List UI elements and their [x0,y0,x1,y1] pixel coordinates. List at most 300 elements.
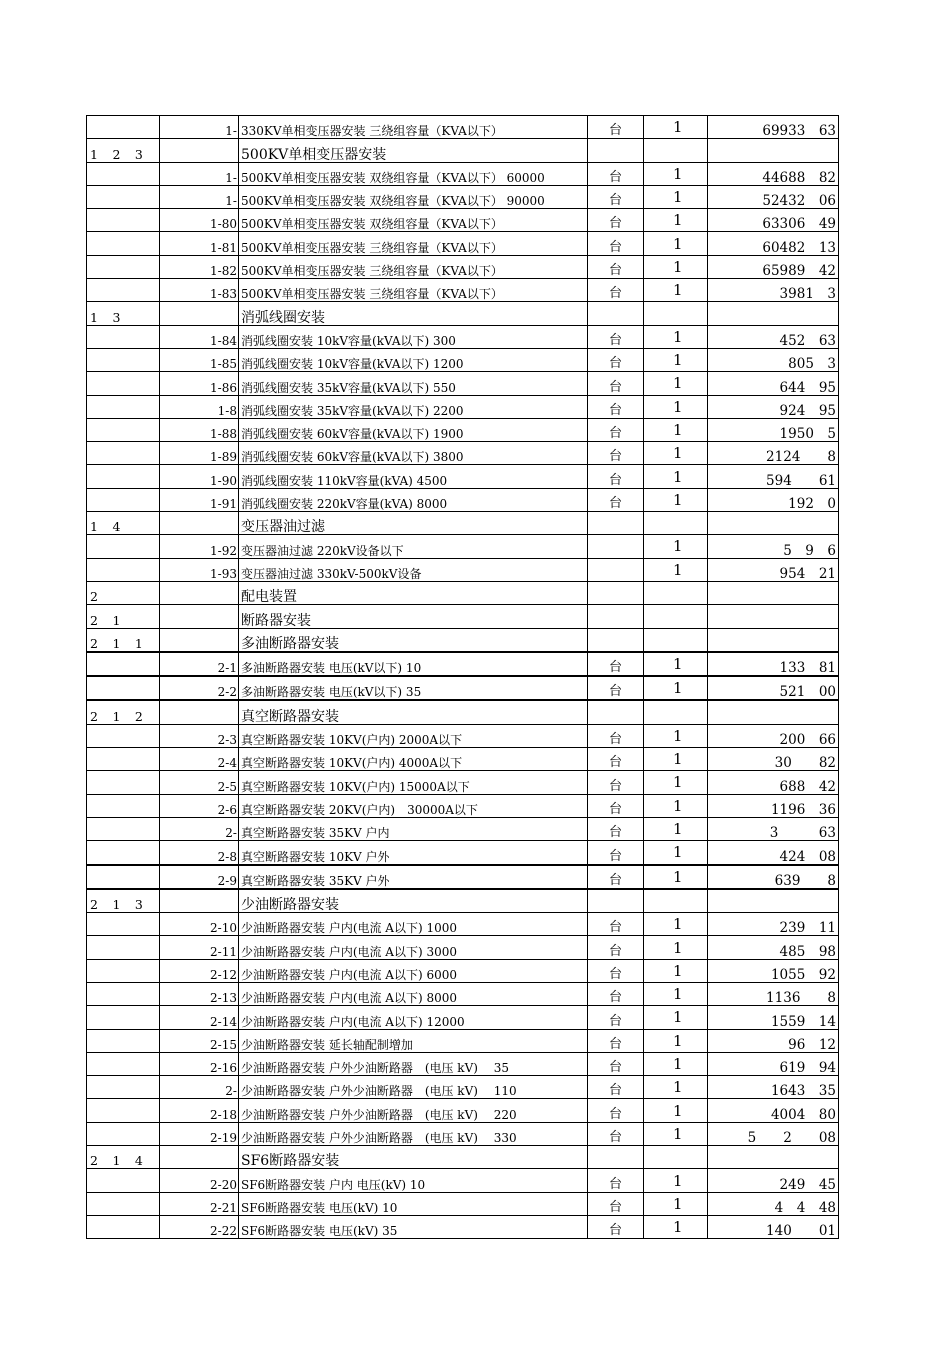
item-row [87,817,839,840]
item-unit: 台 [588,1099,644,1122]
item-quantity: 1 [644,418,708,441]
item-unit: 台 [588,724,644,747]
item-name: SF6断路器安装 [239,1146,588,1169]
section-number: 2 1 4 [87,1146,160,1169]
section-number: 2 [87,581,160,604]
item-row [87,348,839,371]
section-number: 1 4 [87,512,160,535]
item-code: 2-12 [160,959,239,982]
item-price: 4 4 48 [708,1192,839,1215]
section-number: 2 1 1 [87,628,160,652]
item-price: 30 82 [708,748,839,771]
item-unit: 台 [588,959,644,982]
item-name: 500KV单相变压器安装 三绕组容量（KVA以下） [239,255,588,278]
item-code [160,512,239,535]
item-name: 500KV单相变压器安装 双绕组容量（KVA以下） [239,209,588,232]
item-price [708,581,839,604]
item-row [87,676,839,700]
quota-table-body [87,116,839,1239]
item-unit: 台 [588,748,644,771]
item-row [87,325,839,348]
section-row [87,889,839,913]
item-name: SF6断路器安装 电压(kV) 35 [239,1215,588,1238]
section-number [87,1052,160,1075]
item-name: 少油断路器安装 [239,889,588,913]
item-quantity: 1 [644,232,708,255]
item-row [87,913,839,936]
section-number [87,465,160,488]
item-name: 消弧线圈安装 35kV容量(kVA以下) 2200 [239,395,588,418]
item-name: 真空断路器安装 [239,700,588,724]
item-name: 少油断路器安装 户内(电流 A以下) 8000 [239,982,588,1005]
item-price: 521 00 [708,676,839,700]
section-number: 2 1 [87,605,160,628]
item-price [708,700,839,724]
item-row [87,865,839,889]
section-row [87,605,839,628]
item-name: 变压器油过滤 220kV设备以下 [239,535,588,558]
item-unit [588,139,644,162]
item-name: 少油断路器安装 户外少油断路器 (电压 kV) 330 [239,1122,588,1145]
section-number [87,1122,160,1145]
item-price: 1196 36 [708,794,839,817]
item-unit: 台 [588,232,644,255]
item-unit: 台 [588,279,644,302]
item-quantity: 1 [644,1076,708,1099]
item-price: 4004 80 [708,1099,839,1122]
section-row [87,581,839,604]
item-row [87,116,839,139]
item-price: 65989 42 [708,255,839,278]
item-price: 924 95 [708,395,839,418]
item-code: 2-22 [160,1215,239,1238]
item-row [87,1076,839,1099]
section-number [87,348,160,371]
item-name: 真空断路器安装 10KV 户外 [239,841,588,865]
section-number [87,162,160,185]
section-number [87,936,160,959]
section-row [87,1146,839,1169]
item-price: 3 63 [708,817,839,840]
item-unit: 台 [588,841,644,865]
item-quantity: 1 [644,558,708,581]
item-price: 485 98 [708,936,839,959]
item-name: 消弧线圈安装 220kV容量(kVA) 8000 [239,488,588,511]
item-unit: 台 [588,488,644,511]
item-quantity: 1 [644,348,708,371]
item-unit: 台 [588,676,644,700]
item-row [87,209,839,232]
section-number [87,232,160,255]
item-code: 2-16 [160,1052,239,1075]
item-quantity: 1 [644,1029,708,1052]
item-unit: 台 [588,771,644,794]
item-unit: 台 [588,652,644,676]
item-row [87,232,839,255]
item-name: 500KV单相变压器安装 三绕组容量（KVA以下） [239,279,588,302]
item-unit: 台 [588,395,644,418]
item-price: 5 2 08 [708,1122,839,1145]
item-name: 消弧线圈安装 60kV容量(kVA以下) 3800 [239,442,588,465]
item-price: 594 61 [708,465,839,488]
item-name: 真空断路器安装 35KV 户内 [239,817,588,840]
item-quantity: 1 [644,1215,708,1238]
item-price: 249 45 [708,1169,839,1192]
section-number [87,1076,160,1099]
section-number [87,724,160,747]
item-unit: 台 [588,442,644,465]
item-name: 少油断路器安装 户内(电流 A以下) 1000 [239,913,588,936]
item-row [87,185,839,208]
item-unit: 台 [588,1192,644,1215]
item-quantity: 1 [644,1169,708,1192]
item-price: 688 42 [708,771,839,794]
item-quantity [644,700,708,724]
item-price: 452 63 [708,325,839,348]
section-number [87,325,160,348]
item-code: 2-9 [160,865,239,889]
item-code: 1-92 [160,535,239,558]
item-code: 2-20 [160,1169,239,1192]
item-unit: 台 [588,325,644,348]
item-quantity: 1 [644,1099,708,1122]
item-code: 2-1 [160,652,239,676]
item-code: 1-90 [160,465,239,488]
item-quantity: 1 [644,936,708,959]
item-quantity: 1 [644,913,708,936]
item-price [708,605,839,628]
item-unit [588,700,644,724]
section-number [87,535,160,558]
item-price: 1559 14 [708,1006,839,1029]
item-quantity: 1 [644,465,708,488]
item-quantity: 1 [644,959,708,982]
item-name: 断路器安装 [239,605,588,628]
item-row [87,936,839,959]
item-code: 2-5 [160,771,239,794]
item-price: 133 81 [708,652,839,676]
item-quantity [644,581,708,604]
item-code: 1-8 [160,395,239,418]
item-name: 真空断路器安装 10KV(户内) 2000A以下 [239,724,588,747]
item-price: 639 8 [708,865,839,889]
item-row [87,395,839,418]
item-row [87,771,839,794]
item-unit: 台 [588,936,644,959]
item-code: 2-19 [160,1122,239,1145]
item-price [708,302,839,325]
item-row [87,162,839,185]
item-name: 500KV单相变压器安装 双绕组容量（KVA以下） 60000 [239,162,588,185]
item-row [87,1215,839,1238]
item-code: 2-11 [160,936,239,959]
item-price: 2124 8 [708,442,839,465]
section-number [87,418,160,441]
item-code: 2-4 [160,748,239,771]
item-name: 变压器油过滤 330kV-500kV设备 [239,558,588,581]
item-code: 1-84 [160,325,239,348]
item-price: 1055 92 [708,959,839,982]
section-row [87,700,839,724]
section-number: 2 1 3 [87,889,160,913]
item-code: 1-93 [160,558,239,581]
section-number [87,748,160,771]
item-unit: 台 [588,465,644,488]
item-name: 多油断路器安装 电压(kV以下) 35 [239,676,588,700]
item-quantity [644,889,708,913]
item-name: 少油断路器安装 延长轴配制增加 [239,1029,588,1052]
item-code: 1- [160,162,239,185]
section-row [87,628,839,652]
item-unit: 台 [588,865,644,889]
section-number [87,959,160,982]
item-code [160,302,239,325]
item-unit: 台 [588,817,644,840]
item-name: 少油断路器安装 户内(电流 A以下) 6000 [239,959,588,982]
item-unit: 台 [588,255,644,278]
item-name: 配电装置 [239,581,588,604]
item-unit: 台 [588,1006,644,1029]
item-name: 少油断路器安装 户内(电流 A以下) 3000 [239,936,588,959]
item-price [708,889,839,913]
item-price: 200 66 [708,724,839,747]
item-price: 5 9 6 [708,535,839,558]
item-code: 2-3 [160,724,239,747]
item-quantity [644,302,708,325]
item-name: 变压器油过滤 [239,512,588,535]
item-code [160,605,239,628]
item-unit: 台 [588,185,644,208]
item-name: 少油断路器安装 户外少油断路器 (电压 kV) 220 [239,1099,588,1122]
item-quantity: 1 [644,209,708,232]
item-unit [588,889,644,913]
item-row [87,442,839,465]
section-number [87,1215,160,1238]
item-unit: 台 [588,913,644,936]
item-code: 2-10 [160,913,239,936]
item-code: 1-83 [160,279,239,302]
item-code: 2-18 [160,1099,239,1122]
section-number [87,1099,160,1122]
section-number: 1 3 [87,302,160,325]
item-unit: 台 [588,1215,644,1238]
section-row [87,302,839,325]
item-name: 消弧线圈安装 10kV容量(kVA以下) 1200 [239,348,588,371]
item-row [87,535,839,558]
item-code: 1- [160,185,239,208]
item-unit [588,605,644,628]
item-name: 真空断路器安装 10KV(户内) 15000A以下 [239,771,588,794]
item-price: 424 08 [708,841,839,865]
item-row [87,488,839,511]
section-number [87,1169,160,1192]
item-unit: 台 [588,1122,644,1145]
item-name: 500KV单相变压器安装 [239,139,588,162]
item-quantity: 1 [644,982,708,1005]
item-unit: 台 [588,162,644,185]
item-price: 52432 06 [708,185,839,208]
item-code: 1-85 [160,348,239,371]
item-quantity: 1 [644,372,708,395]
item-unit: 台 [588,116,644,139]
item-quantity: 1 [644,535,708,558]
item-price: 1950 5 [708,418,839,441]
item-code: 2-21 [160,1192,239,1215]
item-unit: 台 [588,982,644,1005]
item-unit [588,512,644,535]
item-quantity: 1 [644,1192,708,1215]
item-unit [588,558,644,581]
item-unit [588,302,644,325]
item-price [708,1146,839,1169]
item-quantity [644,139,708,162]
section-number: 1 2 3 [87,139,160,162]
item-code [160,581,239,604]
item-name: 消弧线圈安装 110kV容量(kVA) 4500 [239,465,588,488]
item-name: SF6断路器安装 电压(kV) 10 [239,1192,588,1215]
quota-table [86,115,839,1239]
item-unit: 台 [588,1029,644,1052]
item-quantity: 1 [644,676,708,700]
section-number [87,185,160,208]
item-row [87,372,839,395]
item-quantity: 1 [644,162,708,185]
section-number [87,1192,160,1215]
item-name: 真空断路器安装 10KV(户内) 4000A以下 [239,748,588,771]
item-name: 真空断路器安装 35KV 户外 [239,865,588,889]
item-price: 805 3 [708,348,839,371]
item-quantity: 1 [644,255,708,278]
item-code: 1-81 [160,232,239,255]
item-code: 2-6 [160,794,239,817]
item-unit: 台 [588,1076,644,1099]
section-number [87,794,160,817]
section-number [87,395,160,418]
item-price: 69933 63 [708,116,839,139]
item-price: 60482 13 [708,232,839,255]
item-row [87,982,839,1005]
section-number [87,865,160,889]
item-quantity [644,605,708,628]
item-quantity: 1 [644,279,708,302]
item-row [87,279,839,302]
item-price: 140 01 [708,1215,839,1238]
item-row [87,1099,839,1122]
section-number [87,841,160,865]
item-unit [588,1146,644,1169]
section-number [87,279,160,302]
item-unit [588,628,644,652]
item-name: 少油断路器安装 户内(电流 A以下) 12000 [239,1006,588,1029]
item-quantity: 1 [644,325,708,348]
item-row [87,465,839,488]
item-row [87,748,839,771]
section-number [87,982,160,1005]
item-price: 954 21 [708,558,839,581]
item-code: 1-89 [160,442,239,465]
item-price [708,512,839,535]
item-price: 1136 8 [708,982,839,1005]
item-code: 1-82 [160,255,239,278]
item-code: 1-91 [160,488,239,511]
item-name: 真空断路器安装 20KV(户内) 30000A以下 [239,794,588,817]
item-price: 644 95 [708,372,839,395]
item-price: 619 94 [708,1052,839,1075]
item-price: 239 11 [708,913,839,936]
item-code: 1- [160,116,239,139]
item-quantity: 1 [644,817,708,840]
item-name: 消弧线圈安装 10kV容量(kVA以下) 300 [239,325,588,348]
item-row [87,1122,839,1145]
item-price [708,628,839,652]
section-row [87,512,839,535]
item-row [87,1006,839,1029]
item-code: 2-14 [160,1006,239,1029]
section-number [87,372,160,395]
item-name: 消弧线圈安装 60kV容量(kVA以下) 1900 [239,418,588,441]
item-unit: 台 [588,372,644,395]
item-name: 少油断路器安装 户外少油断路器 (电压 kV) 110 [239,1076,588,1099]
item-price [708,139,839,162]
item-code [160,1146,239,1169]
item-quantity: 1 [644,1122,708,1145]
section-number: 2 1 2 [87,700,160,724]
item-quantity: 1 [644,724,708,747]
item-name: 多油断路器安装 [239,628,588,652]
item-name: 消弧线圈安装 35kV容量(kVA以下) 550 [239,372,588,395]
section-number [87,652,160,676]
item-row [87,558,839,581]
item-quantity: 1 [644,1052,708,1075]
item-unit: 台 [588,348,644,371]
item-price: 63306 49 [708,209,839,232]
item-name: 330KV单相变压器安装 三绕组容量（KVA以下） [239,116,588,139]
item-code: 2- [160,817,239,840]
item-row [87,1169,839,1192]
item-unit: 台 [588,209,644,232]
item-quantity: 1 [644,748,708,771]
section-number [87,255,160,278]
section-number [87,817,160,840]
item-name: 500KV单相变压器安装 双绕组容量（KVA以下） 90000 [239,185,588,208]
item-row [87,794,839,817]
item-code: 1-86 [160,372,239,395]
item-quantity: 1 [644,865,708,889]
section-number [87,1029,160,1052]
item-row [87,841,839,865]
item-quantity: 1 [644,652,708,676]
item-row [87,1052,839,1075]
item-code [160,889,239,913]
item-unit [588,535,644,558]
section-row [87,139,839,162]
item-name: SF6断路器安装 户内 电压(kV) 10 [239,1169,588,1192]
item-name: 少油断路器安装 户外少油断路器 (电压 kV) 35 [239,1052,588,1075]
item-unit: 台 [588,418,644,441]
item-code: 1-80 [160,209,239,232]
item-row [87,255,839,278]
item-code: 2-15 [160,1029,239,1052]
section-number [87,558,160,581]
item-quantity [644,1146,708,1169]
item-code: 2-8 [160,841,239,865]
item-price: 1643 35 [708,1076,839,1099]
item-quantity: 1 [644,488,708,511]
item-price: 96 12 [708,1029,839,1052]
quota-sheet [86,115,838,1239]
item-quantity [644,628,708,652]
item-quantity: 1 [644,1006,708,1029]
